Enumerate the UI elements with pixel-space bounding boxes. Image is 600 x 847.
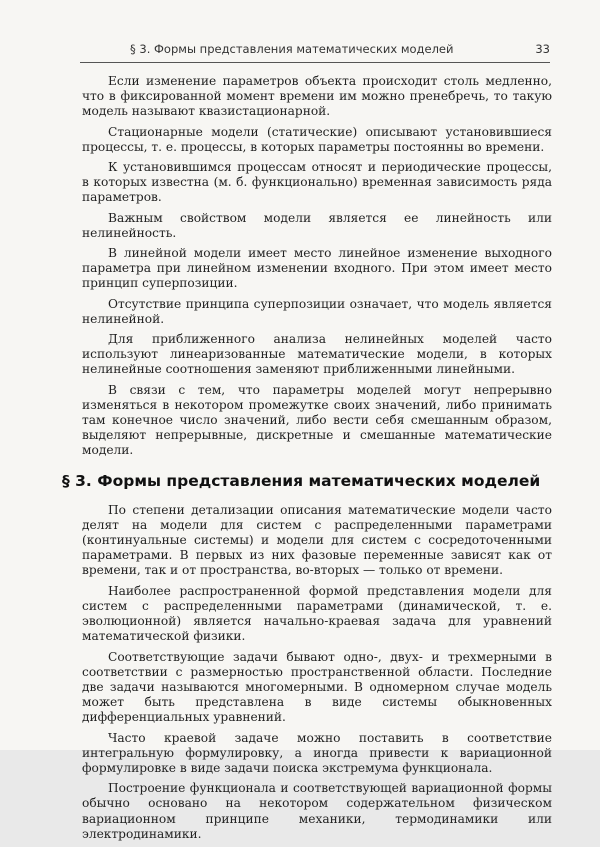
page-body (62, 74, 552, 847)
paragraph: Для приближенного анализа нелинейных моделей часто используют линеаризованные математические модели, в которых нелинейные соотношения заменяют приближенными линейными. (82, 332, 552, 377)
running-header (80, 38, 550, 63)
paragraph: Если изменение параметров объекта происходит столь медленно, что в фиксированной момент времени им можно пренебречь, то такую модель называют квазистационарной. (82, 74, 552, 119)
paragraph: Построение функционала и соответствующей вариационной формы обычно основано на некотором содержательном физическом вариационном принципе механики, термодинамики или электродинамики. (82, 781, 552, 841)
paragraph: Наиболее распространенной формой представления модели для систем с распределенными параметрами (динамической, т. е. эволюционной) является начально-краевая задача для уравнений математической физики. (82, 583, 552, 644)
section-heading: § 3. Формы представления математических моделей (62, 471, 541, 490)
paragraph: По степени детализации описания математические модели часто делят на модели для систем с распределенными параметрами (континуальные системы) и модели для систем с сосредоточенными параметрами. В первых из них фазовые переменные зависят как от времени, так и от пространства, во-вторых — только от времени. (82, 502, 552, 578)
paragraph: Соответствующие задачи бывают одно-, двух- и трехмерными в соответствии с размерностью пространственной области. Последние две задачи называются многомерными. В одномерном случае модель может быть представлена в виде системы обыкновенных дифференциальных уравнений. (82, 649, 552, 725)
paragraph: В линейной модели имеет место линейное изменение выходного параметра при линейном изменении входного. При этом имеет место принцип суперпозиции. (82, 246, 552, 291)
running-title: § 3. Формы представления математических моделей (130, 42, 454, 56)
page-number: 33 (535, 42, 550, 56)
paragraph: Отсутствие принципа суперпозиции означает, что модель является нелинейной. (82, 296, 552, 326)
paragraph: Важным свойством модели является ее линейность или нелинейность. (82, 210, 552, 240)
paragraph: Часто краевой задаче можно поставить в соответствие интегральную формулировку, а иногда привести к вариационной формулировке в виде задачи поиска экстремума функционала. (82, 730, 552, 775)
paragraph: К установившимся процессам относят и периодические процессы, в которых известна (м. б. функционально) временная зависимость ряда параметров. (82, 160, 552, 205)
paragraph: Стационарные модели (статические) описывают установившиеся процессы, т. е. процессы, в которых параметры постоянны во времени. (82, 124, 552, 154)
paragraph: В связи с тем, что параметры моделей могут непрерывно изменяться в некотором промежутке своих значений, либо принимать там конечное число значений, либо вести себя смешанным образом, выделяют непрерывные, дискретные и смешанные математические модели. (82, 382, 552, 458)
